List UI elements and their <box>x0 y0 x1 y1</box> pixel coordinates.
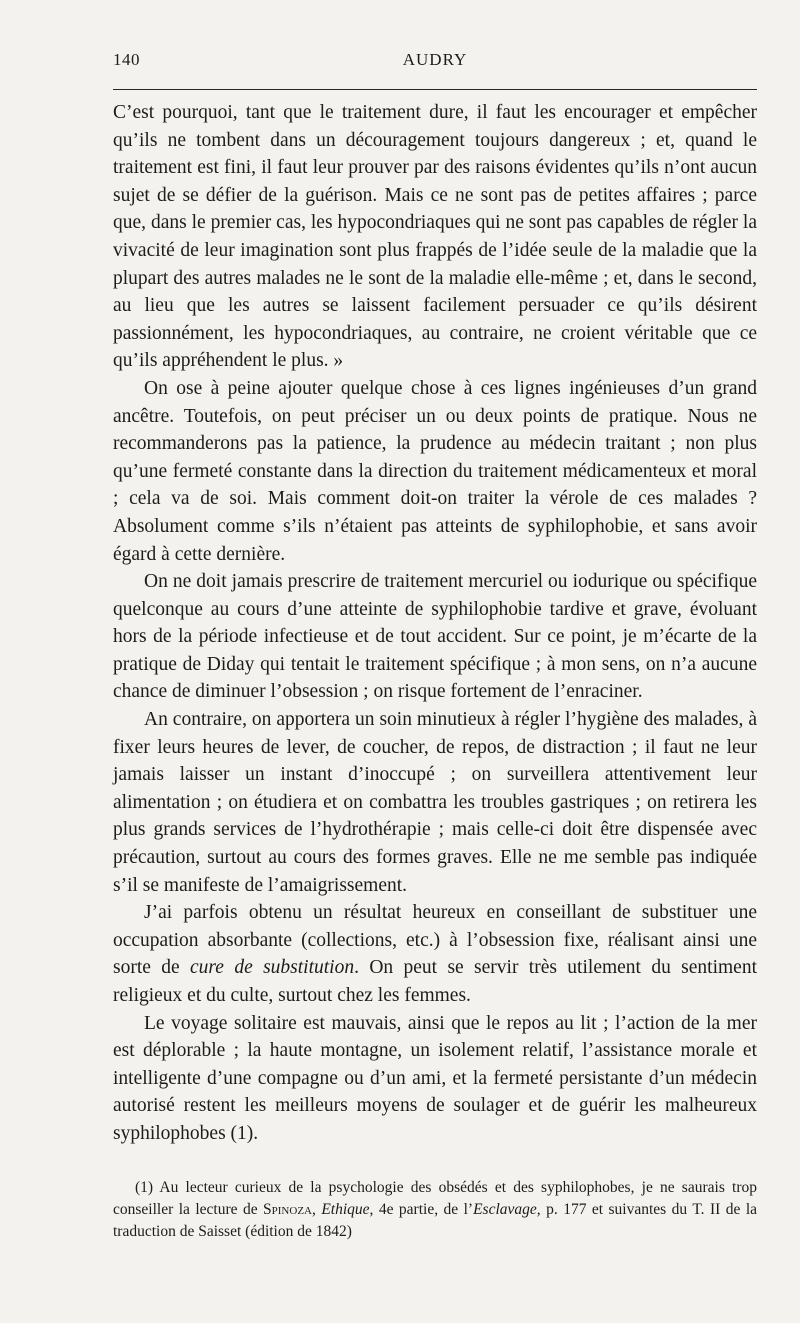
running-head <box>113 50 757 74</box>
paragraph-5 <box>113 899 757 1009</box>
footnote-text-4: , p. 177 et suivantes du T. II de la traduction de Saisset (édition de 1842) <box>113 1201 758 1240</box>
paragraph-2: On ose à peine ajouter quelque chose à ces lignes ingénieuses d’un grand ancêtre. Toutefois, on peut préciser un ou deux points de pratique. Nous ne recommanderons pas la patience, la prudence au médecin traitant ; non plus qu’une fermeté constante dans la direction du traitement médicamenteux et moral ; cela va de soi. Mais comment doit-on traiter la vérole de ces malades ? Absolument comme s’ils n’étaient pas atteints de syphilophobie, et sans avoir égard à cette dernière. <box>113 377 757 565</box>
footnote-chapter: Esclavage <box>473 1201 537 1218</box>
footnote-author: Spinoza <box>263 1201 312 1218</box>
paragraph-4: An contraire, on apportera un soin minutieux à régler l’hygiène des malades, à fixer leurs heures de lever, de coucher, de repos, de distraction ; il faut ne leur jamais laisser un instant d’inoccupé ; on surveillera attentivement leur alimentation ; on étudiera et on combattra les troubles gastriques ; on retirera les plus grands services de l’hydrothérapie ; mais celle-ci doit être dispensée avec précaution, surtout au cours des formes graves. Elle ne me semble pas indiquée s’il se manifeste de l’amaigrissement. <box>113 709 757 896</box>
page-number: 140 <box>113 50 140 69</box>
footnote-text-1: Au lecteur curieux de la psychologie des obsédés et des syphilophobes, je ne saurais trop conseiller la lecture de <box>113 1179 757 1218</box>
paragraph-6: Le voyage solitaire est mauvais, ainsi que le repos au lit ; l’action de la mer est déplorable ; la haute montagne, un isolement relatif, l’assistance morale et intelligente d’une compagne ou d’un ami, et la fermeté persistante d’un médecin autorisé restent les meilleurs moyens de soulager et de guérir les malheureux syphilophobes (1). <box>113 1012 757 1144</box>
footnote-text-2: , <box>311 1201 322 1218</box>
paragraph-5-italic-term: cure de substitution <box>190 957 355 979</box>
paragraph-5-text-after: . On peut se servir très utilement du sentiment religieux et du culte, surtout chez les femmes. <box>113 957 757 1006</box>
paragraph-5-text-before: J’ai parfois obtenu un résultat heureux en conseillant de substituer une occupation absorbante (collections, etc.) à l’obsession fixe, réalisant ainsi une sorte de <box>113 902 757 979</box>
header-rule <box>113 89 757 90</box>
footnote <box>113 1177 757 1243</box>
paragraph-3: On ne doit jamais prescrire de traitement mercuriel ou iodurique ou spécifique quelconque au cours d’une atteinte de syphilophobie tardive et grave, évoluant hors de la période infectieuse et de tout accident. Sur ce point, je m’écarte de la pratique de Diday qui tentait le traitement spécifique ; à mon sens, on n’a aucune chance de diminuer l’obsession ; on risque fortement de l’enraciner. <box>113 571 757 703</box>
footnote-text-3: , 4e partie, de l’ <box>369 1201 474 1218</box>
running-title: AUDRY <box>402 50 468 69</box>
footnote-work: Ethique <box>321 1201 370 1218</box>
footnote-marker: (1) <box>135 1179 154 1196</box>
body-text <box>113 99 757 1148</box>
paragraph-1: C’est pourquoi, tant que le traitement dure, il faut les encourager et empêcher qu’ils ne tombent dans un découragement toujours dangereux ; et, quand le traitement est fini, il faut leur prouver par des raisons évidentes qu’ils n’ont aucun sujet de se défier de la guérison. Mais ce ne sont pas de petites affaires ; parce que, dans le premier cas, les hypocondriaques qui ne sont pas capables de régler la vivacité de leur imagination sont plus frappés de l’idée seule de la maladie que la plupart des autres malades ne le sont de la maladie elle-même ; et, dans le second, au lieu que les autres se laissent facilement persuader ce qu’ils désirent passionnément, les hypocondriaques, au contraire, ne croient véritable que ce qu’ils appréhendent le plus. » <box>113 102 757 372</box>
